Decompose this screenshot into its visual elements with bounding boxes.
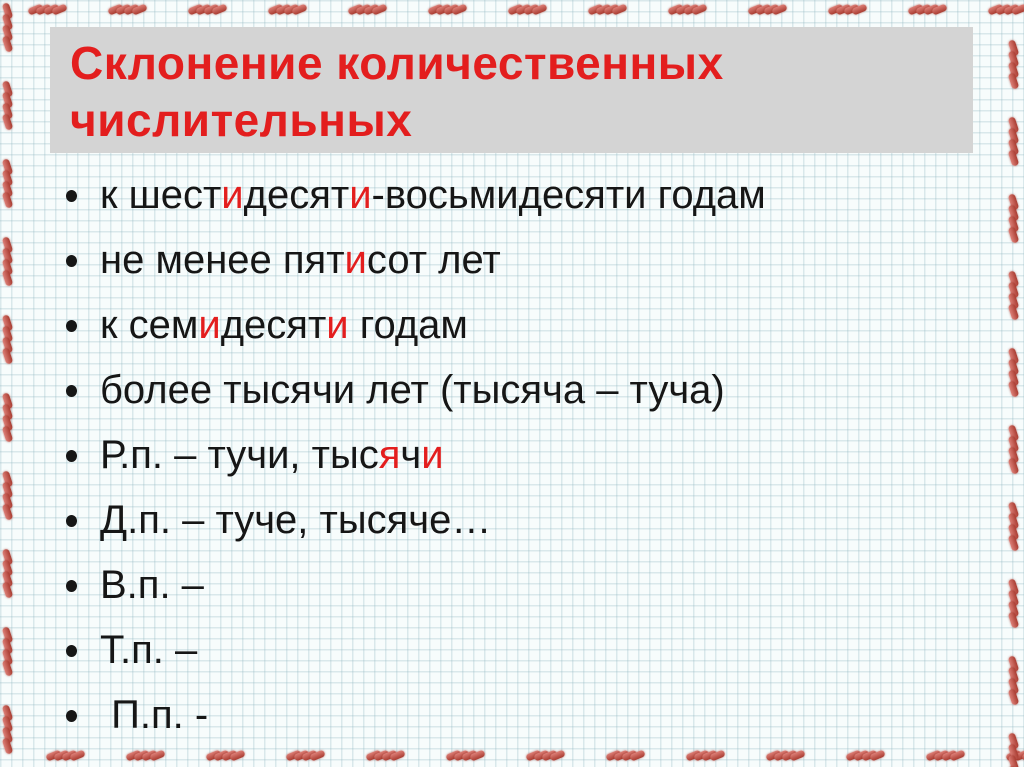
stitch-chain [46,750,84,763]
bullet-dot [66,710,77,722]
text-segment: ч [400,433,422,477]
stitch-chain [846,750,884,763]
stitch-chain [1008,348,1021,398]
stitch-chain [206,750,244,763]
list-item [50,163,990,228]
bullet-dot [66,580,77,592]
text-segment: и [221,173,244,217]
text-segment: я [378,433,401,477]
stitch-chain [926,750,964,763]
stitch-chain [668,4,706,17]
stitch-chain [748,4,786,17]
text-segment: не менее пят [100,238,345,282]
slide-title-box [50,27,973,153]
stitch-chain [2,627,15,677]
stitch-chain [2,393,15,443]
stitch-chain [446,750,484,763]
stitch-chain [348,4,386,17]
slide-title-line2: числительных [70,94,413,146]
stitch-chain [2,3,15,53]
stitch-chain [526,750,564,763]
list-item [50,423,990,488]
stitch-chain [1008,502,1021,552]
list-item [50,358,990,423]
stitch-chain [28,4,66,17]
bullet-dot [66,190,77,202]
stitch-chain [1008,579,1021,629]
stitch-chain [1008,733,1021,767]
slide-title-line1: Склонение количественных [70,37,724,89]
text-segment: -восьмидесяти годам [371,173,766,217]
text-segment: Р.п. – тучи, тыс [100,433,379,477]
bullet-dot [66,645,77,657]
text-segment: П.п. - [100,693,209,737]
text-segment: и [349,173,372,217]
stitch-chain [1008,271,1021,321]
text-segment: десят [243,173,350,217]
text-segment: и [344,238,367,282]
stitch-chain [606,750,644,763]
text-segment: сот лет [366,238,501,282]
stitch-chain [686,750,724,763]
stitch-chain [1008,425,1021,475]
bullet-dot [66,255,77,267]
text-segment: к шест [100,173,222,217]
text-segment: годам [348,303,468,347]
stitch-chain [2,705,15,755]
stitch-chain [286,750,324,763]
stitch-chain [2,315,15,365]
text-segment: Т.п. – [100,628,198,672]
text-segment: В.п. – [100,563,204,607]
list-item [50,293,990,358]
list-item [50,553,990,618]
stitch-chain [2,237,15,287]
stitch-chain [766,750,804,763]
stitch-chain [2,159,15,209]
stitch-chain [908,4,946,17]
text-segment: десят [220,303,327,347]
stitch-chain [1008,194,1021,244]
stitch-chain [1008,117,1021,167]
slide-title [70,35,973,149]
stitch-chain [2,81,15,131]
stitch-chain [588,4,626,17]
bullet-dot [66,385,77,397]
list-item [50,488,990,553]
stitch-chain [108,4,146,17]
bullet-list [50,163,990,748]
stitch-chain [428,4,466,17]
stitch-chain [1008,656,1021,706]
text-segment: и [421,433,444,477]
text-segment: к сем [100,303,199,347]
text-segment: и [198,303,221,347]
stitch-chain [2,471,15,521]
list-item [50,618,990,683]
stitch-chain [828,4,866,17]
stitch-chain [188,4,226,17]
list-item [50,683,990,748]
bullet-dot [66,320,77,332]
stitch-chain [2,549,15,599]
stitch-chain [268,4,306,17]
stitch-chain [1008,40,1021,90]
stitch-chain [126,750,164,763]
text-segment: более тысячи лет (тысяча – туча) [100,368,725,412]
text-segment: и [326,303,349,347]
bullet-dot [66,515,77,527]
bullet-dot [66,450,77,462]
stitch-chain [508,4,546,17]
text-segment: Д.п. – туче, тысяче… [100,498,492,542]
stitch-chain [366,750,404,763]
stitch-chain [988,4,1024,17]
list-item [50,228,990,293]
